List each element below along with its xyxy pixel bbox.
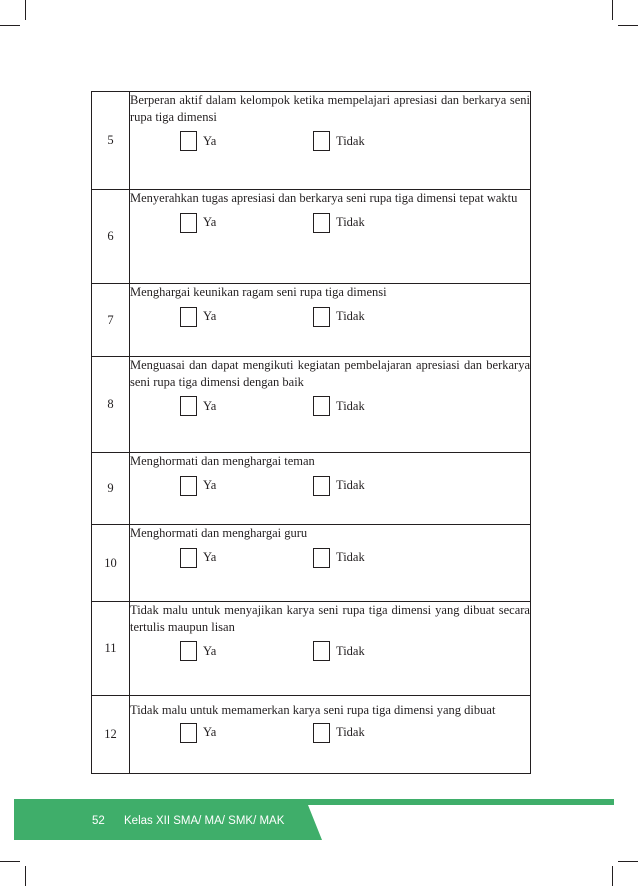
yes-label: Ya — [203, 133, 217, 148]
table-row — [92, 190, 531, 284]
yes-label: Ya — [203, 478, 217, 493]
no-option — [313, 307, 365, 327]
statement-text: Menghormati dan menghargai guru — [130, 526, 308, 540]
no-option — [313, 131, 365, 151]
row-number: 8 — [92, 357, 130, 453]
statement-cell — [130, 190, 531, 284]
no-checkbox[interactable] — [313, 307, 330, 327]
table-row — [92, 602, 531, 696]
answer-options — [130, 641, 530, 663]
crop-mark — [612, 0, 613, 20]
statement-text: Tidak malu untuk menyajikan karya seni rupa tiga dimensi yang dibuat secara tertulis maupun lisan — [130, 603, 530, 634]
crop-mark — [612, 866, 613, 886]
yes-checkbox[interactable] — [180, 307, 197, 327]
book-title: Kelas XII SMA/ MA/ SMK/ MAK — [124, 815, 285, 827]
no-option — [313, 476, 365, 496]
no-checkbox[interactable] — [313, 396, 330, 416]
attitude-checklist-table — [91, 91, 531, 774]
no-checkbox[interactable] — [313, 723, 330, 743]
statement-text: Menyerahkan tugas apresiasi dan berkarya seni rupa tiga dimensi tepat waktu — [130, 191, 518, 205]
row-number: 7 — [92, 284, 130, 357]
yes-option — [180, 396, 216, 416]
answer-options — [130, 396, 530, 418]
no-label: Tidak — [336, 398, 365, 413]
no-option — [313, 641, 365, 661]
statement-cell — [130, 92, 531, 190]
no-label: Tidak — [336, 215, 365, 230]
yes-checkbox[interactable] — [180, 548, 197, 568]
yes-option — [180, 723, 216, 743]
no-label: Tidak — [336, 725, 365, 740]
no-option — [313, 396, 365, 416]
yes-checkbox[interactable] — [180, 213, 197, 233]
yes-label: Ya — [203, 398, 217, 413]
yes-option — [180, 131, 216, 151]
statement-text: Menghormati dan menghargai teman — [130, 454, 315, 468]
no-label: Tidak — [336, 478, 365, 493]
row-number: 5 — [92, 92, 130, 190]
table-row — [92, 696, 531, 774]
table-row — [92, 92, 531, 190]
yes-option — [180, 476, 216, 496]
statement-text: Menghargai keunikan ragam seni rupa tiga dimensi — [130, 285, 387, 299]
yes-option — [180, 307, 216, 327]
statement-text: Menguasai dan dapat mengikuti kegiatan pembelajaran apresiasi dan berkarya seni rupa tiga dimensi dengan baik — [130, 358, 530, 389]
no-label: Tidak — [336, 643, 365, 658]
answer-options — [130, 213, 530, 235]
answer-options — [130, 723, 530, 745]
yes-option — [180, 213, 216, 233]
no-option — [313, 213, 365, 233]
table-row — [92, 284, 531, 357]
statement-cell — [130, 525, 531, 602]
table-row — [92, 357, 531, 453]
answer-options — [130, 548, 530, 570]
statement-cell — [130, 453, 531, 525]
answer-options — [130, 476, 530, 498]
yes-checkbox[interactable] — [180, 131, 197, 151]
yes-option — [180, 641, 216, 661]
crop-mark — [0, 25, 20, 26]
no-checkbox[interactable] — [313, 476, 330, 496]
yes-checkbox[interactable] — [180, 476, 197, 496]
yes-option — [180, 548, 216, 568]
no-label: Tidak — [336, 133, 365, 148]
statement-text: Berperan aktif dalam kelompok ketika mempelajari apresiasi dan berkarya seni rupa tiga dimensi — [130, 93, 530, 124]
yes-label: Ya — [203, 215, 217, 230]
crop-mark — [25, 866, 26, 886]
no-label: Tidak — [336, 550, 365, 565]
yes-label: Ya — [203, 643, 217, 658]
crop-mark — [25, 0, 26, 20]
row-number: 9 — [92, 453, 130, 525]
row-number: 10 — [92, 525, 130, 602]
statement-cell — [130, 696, 531, 774]
no-label: Tidak — [336, 309, 365, 324]
no-checkbox[interactable] — [313, 131, 330, 151]
row-number: 6 — [92, 190, 130, 284]
no-checkbox[interactable] — [313, 548, 330, 568]
statement-cell — [130, 284, 531, 357]
footer-rule — [310, 804, 614, 805]
crop-mark — [618, 25, 638, 26]
row-number: 11 — [92, 602, 130, 696]
page-number: 52 — [92, 815, 105, 827]
table-row — [92, 525, 531, 602]
yes-checkbox[interactable] — [180, 723, 197, 743]
answer-options — [130, 307, 530, 329]
no-option — [313, 548, 365, 568]
yes-label: Ya — [203, 550, 217, 565]
crop-mark — [618, 861, 638, 862]
statement-cell — [130, 357, 531, 453]
crop-mark — [0, 861, 20, 862]
yes-checkbox[interactable] — [180, 641, 197, 661]
yes-label: Ya — [203, 725, 217, 740]
yes-label: Ya — [203, 309, 217, 324]
statement-cell — [130, 602, 531, 696]
statement-text: Tidak malu untuk memamerkan karya seni rupa tiga dimensi yang dibuat — [130, 703, 496, 717]
no-checkbox[interactable] — [313, 641, 330, 661]
answer-options — [130, 131, 530, 153]
yes-checkbox[interactable] — [180, 396, 197, 416]
table-row — [92, 453, 531, 525]
no-checkbox[interactable] — [313, 213, 330, 233]
row-number: 12 — [92, 696, 130, 774]
no-option — [313, 723, 365, 743]
